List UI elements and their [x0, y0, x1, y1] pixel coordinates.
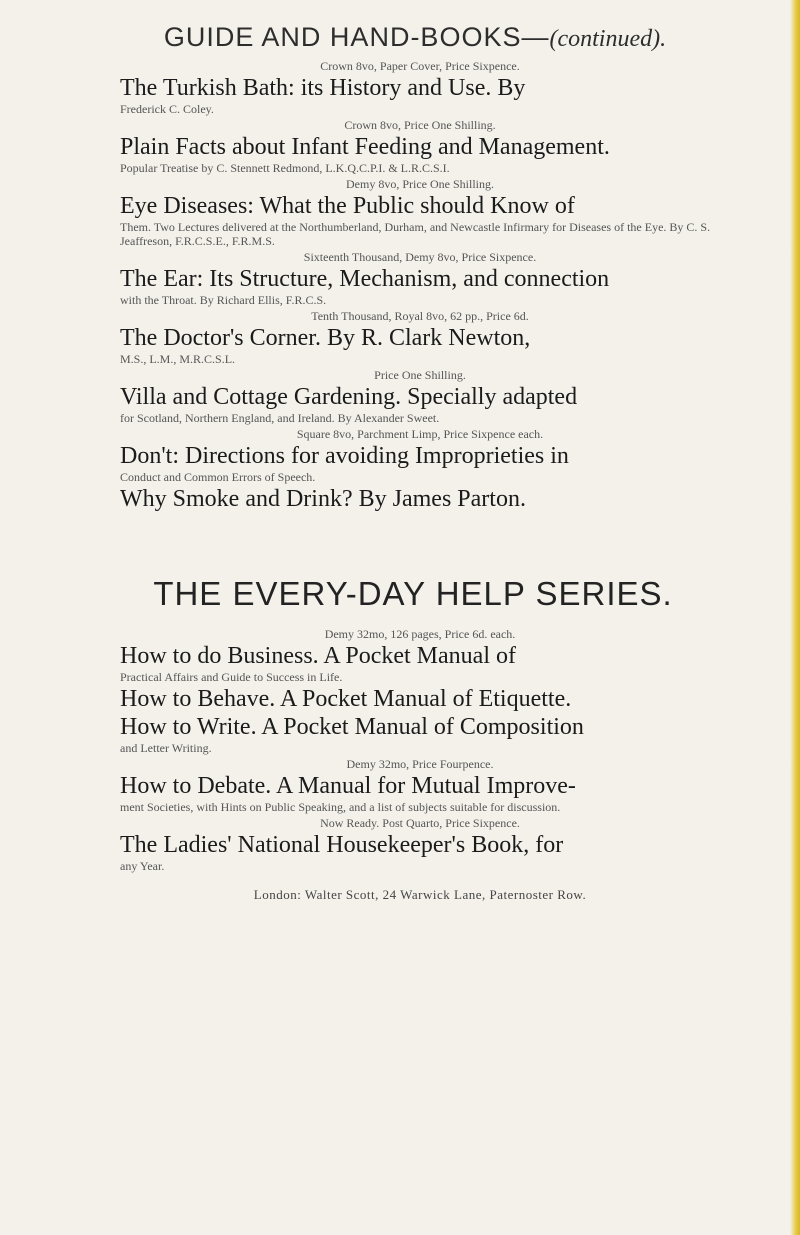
- list-item: [120, 686, 720, 713]
- list-item: [120, 757, 720, 814]
- entry-note: ment Societies, with Hints on Public Speaking, and a list of subjects suitable for discussion.: [120, 800, 561, 814]
- entry-title: How to Write. A Pocket Manual of Composition: [120, 714, 584, 740]
- header-continued: (continued).: [549, 26, 667, 52]
- entry-format: Square 8vo, Parchment Limp, Price Sixpence each.: [296, 427, 544, 441]
- content: [120, 22, 720, 903]
- entry-note: Conduct and Common Errors of Speech.: [120, 470, 316, 484]
- entry-title: Eye Diseases: What the Public should Know of: [120, 193, 575, 219]
- entry-format: Crown 8vo, Price One Shilling.: [344, 118, 496, 132]
- entry-format: Demy 8vo, Price One Shilling.: [346, 177, 494, 191]
- list-item: [120, 177, 720, 248]
- entry-title: The Ear: Its Structure, Mechanism, and connection: [120, 266, 610, 292]
- list-item: [120, 118, 720, 175]
- series-list: [120, 627, 720, 873]
- entry-title: How to do Business. A Pocket Manual of: [120, 643, 516, 669]
- list-item: [120, 816, 720, 873]
- list-item: [120, 250, 720, 307]
- entry-title: Plain Facts about Infant Feeding and Management.: [120, 134, 610, 160]
- entry-title: Why Smoke and Drink? By James Parton.: [120, 486, 526, 512]
- list-item: [120, 714, 720, 755]
- entry-note: for Scotland, Northern England, and Ireland. By Alexander Sweet.: [120, 411, 440, 425]
- entry-title: Villa and Cottage Gardening. Specially adapted: [120, 384, 578, 410]
- entry-format: Tenth Thousand, Royal 8vo, 62 pp., Price 6d.: [311, 309, 529, 323]
- entry-format: Price One Shilling.: [374, 368, 466, 382]
- entry-note: with the Throat. By Richard Ellis, F.R.C.S.: [120, 293, 327, 307]
- entry-note: M.S., L.M., M.R.C.S.L.: [120, 352, 236, 366]
- entry-title: How to Behave. A Pocket Manual of Etiquette.: [120, 686, 572, 712]
- entry-format: Crown 8vo, Paper Cover, Price Sixpence.: [320, 59, 520, 73]
- entry-note: any Year.: [120, 859, 165, 873]
- entry-note: Them. Two Lectures delivered at the Northumberland, Durham, and Newcastle Infirmary for Diseases of the Eye. By C. S. Jeaffreson, F.R.C.S.E., F.R.M.S.: [120, 220, 711, 248]
- list-item: [120, 59, 720, 116]
- entry-note: Popular Treatise by C. Stennett Redmond, L.K.Q.C.P.I. & L.R.C.S.I.: [120, 161, 450, 175]
- page-edge: [790, 0, 800, 1235]
- entry-title: The Ladies' National Housekeeper's Book, for: [120, 832, 564, 858]
- entry-title: Don't: Directions for avoiding Improprieties in: [120, 443, 569, 469]
- entry-title: The Doctor's Corner. By R. Clark Newton,: [120, 325, 531, 351]
- entry-note: Frederick C. Coley.: [120, 102, 214, 116]
- entry-note: and Letter Writing.: [120, 741, 212, 755]
- publisher-imprint: London: Walter Scott, 24 Warwick Lane, Paternoster Row.: [253, 887, 587, 902]
- series-heading: THE EVERY-DAY HELP SERIES.: [153, 575, 673, 612]
- entry-format: Demy 32mo, 126 pages, Price 6d. each.: [324, 627, 516, 641]
- header-title: GUIDE AND HAND-BOOKS—: [163, 22, 550, 52]
- entry-format: Now Ready. Post Quarto, Price Sixpence.: [320, 816, 520, 830]
- list-item: [120, 627, 720, 684]
- entry-format: Demy 32mo, Price Fourpence.: [346, 757, 494, 771]
- list-item: [120, 427, 720, 484]
- list-item: [120, 486, 720, 513]
- entry-title: How to Debate. A Manual for Mutual Improve-: [120, 773, 576, 799]
- list-item: [120, 309, 720, 366]
- entry-format: Sixteenth Thousand, Demy 8vo, Price Sixpence.: [303, 250, 537, 264]
- entry-title: The Turkish Bath: its History and Use. By: [120, 75, 526, 101]
- entry-note: Practical Affairs and Guide to Success in Life.: [120, 670, 343, 684]
- entry-list: [120, 59, 720, 513]
- page-header: [110, 22, 720, 53]
- list-item: [120, 368, 720, 425]
